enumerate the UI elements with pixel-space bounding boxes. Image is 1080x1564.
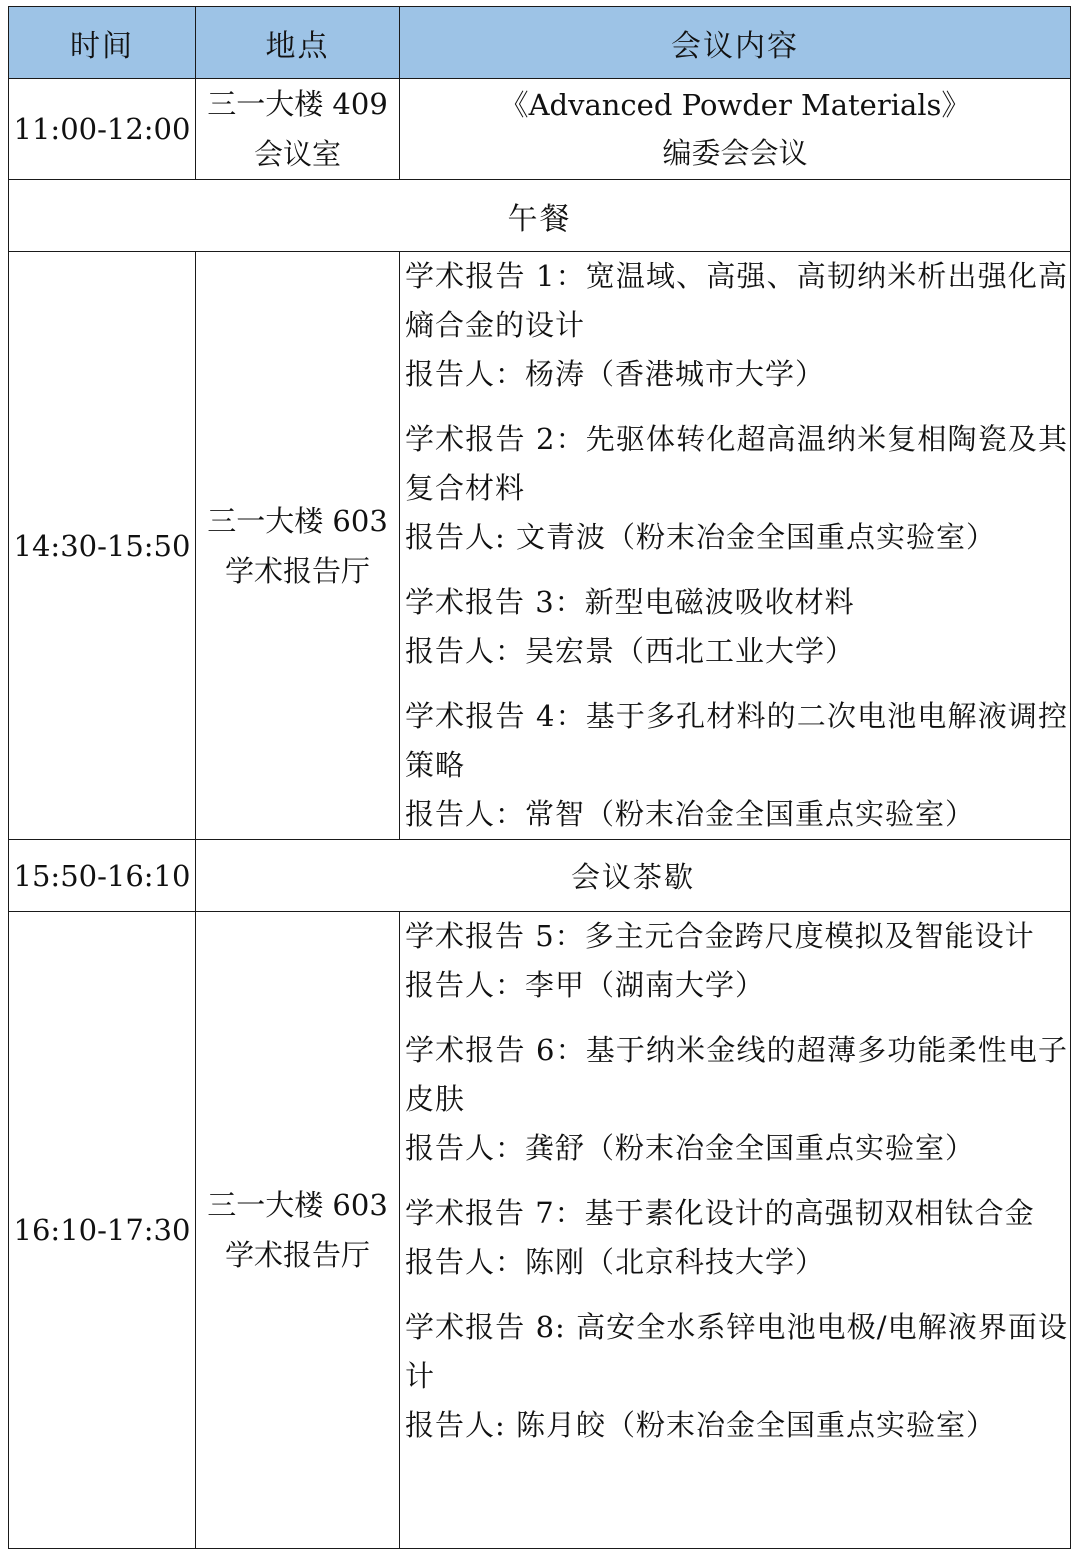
talk-title: 学术报告 2：先驱体转化超高温纳米复相陶瓷及其复合材料 bbox=[405, 422, 1068, 505]
table-row bbox=[9, 840, 1071, 912]
talk-speaker: 报告人: 陈月皎（粉末冶金全国重点实验室） bbox=[405, 1408, 996, 1442]
content-line: 《Advanced Powder Materials》 bbox=[499, 88, 971, 122]
table-row bbox=[9, 912, 1071, 1549]
table-row bbox=[9, 180, 1071, 252]
tea-break-cell: 会议茶歇 bbox=[196, 840, 1071, 912]
talk-speaker: 报告人：李甲（湖南大学） bbox=[405, 968, 766, 1002]
row-time: 14:30-15:50 bbox=[9, 252, 196, 840]
location-line: 会议室 bbox=[253, 137, 341, 171]
talk-title: 学术报告 3：新型电磁波吸收材料 bbox=[405, 585, 855, 619]
talk-item bbox=[405, 692, 1068, 839]
reports-cell bbox=[400, 252, 1071, 840]
row-location bbox=[196, 79, 400, 180]
talk-speaker: 报告人: 文青波（粉末冶金全国重点实验室） bbox=[405, 520, 996, 554]
talk-title: 学术报告 4：基于多孔材料的二次电池电解液调控策略 bbox=[405, 699, 1068, 782]
header-content: 会议内容 bbox=[400, 7, 1071, 79]
row-location bbox=[196, 252, 400, 840]
location-line: 学术报告厅 bbox=[224, 553, 370, 588]
location-line: 三一大楼 603 bbox=[207, 1188, 388, 1222]
talk-item bbox=[405, 252, 1068, 399]
row-time: 11:00-12:00 bbox=[9, 79, 196, 180]
meeting-schedule-table bbox=[8, 6, 1071, 1549]
talk-speaker: 报告人：吴宏景（西北工业大学） bbox=[405, 634, 856, 668]
talk-speaker: 报告人：杨涛（香港城市大学） bbox=[405, 357, 826, 391]
talk-item bbox=[405, 1189, 1068, 1287]
row-time: 15:50-16:10 bbox=[9, 840, 196, 912]
talk-speaker: 报告人：常智（粉末冶金全国重点实验室） bbox=[405, 797, 976, 831]
header-location: 地点 bbox=[196, 7, 400, 79]
row-content bbox=[400, 79, 1071, 180]
location-line: 学术报告厅 bbox=[224, 1238, 370, 1272]
talk-speaker: 报告人：龚舒（粉末冶金全国重点实验室） bbox=[405, 1131, 976, 1165]
row-location bbox=[196, 912, 400, 1549]
location-line: 三一大楼 409 bbox=[207, 87, 388, 121]
talk-item bbox=[405, 578, 1068, 676]
talk-item bbox=[405, 415, 1068, 562]
table-header bbox=[9, 7, 1071, 79]
reports-cell bbox=[400, 912, 1071, 1549]
lunch-cell: 午餐 bbox=[9, 180, 1071, 252]
header-time: 时间 bbox=[9, 7, 196, 79]
talk-title: 学术报告 6：基于纳米金线的超薄多功能柔性电子皮肤 bbox=[405, 1033, 1068, 1116]
talk-item bbox=[405, 1303, 1068, 1450]
content-line: 编委会会议 bbox=[662, 136, 808, 170]
talk-title: 学术报告 1：宽温域、高强、高韧纳米析出强化高熵合金的设计 bbox=[405, 259, 1068, 342]
talk-item bbox=[405, 912, 1068, 1010]
table-row bbox=[9, 252, 1071, 840]
row-time: 16:10-17:30 bbox=[9, 912, 196, 1549]
talk-speaker: 报告人：陈刚（北京科技大学） bbox=[405, 1245, 826, 1279]
talk-title: 学术报告 5：多主元合金跨尺度模拟及智能设计 bbox=[405, 919, 1035, 953]
talk-title: 学术报告 8: 高安全水系锌电池电极/电解液界面设计 bbox=[405, 1310, 1068, 1393]
table-row bbox=[9, 79, 1071, 180]
talk-item bbox=[405, 1026, 1068, 1173]
location-line: 三一大楼 603 bbox=[207, 503, 388, 538]
talk-title: 学术报告 7：基于素化设计的高强韧双相钛合金 bbox=[405, 1196, 1035, 1230]
